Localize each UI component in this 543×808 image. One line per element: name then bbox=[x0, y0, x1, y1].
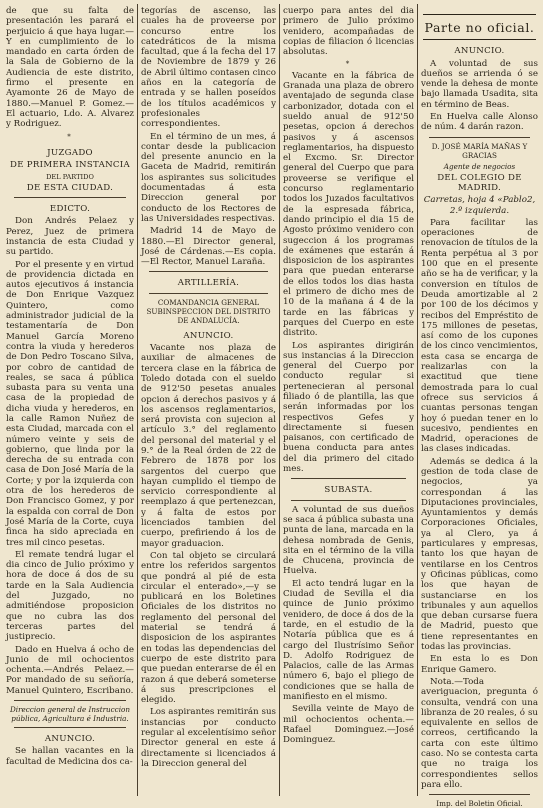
text-block: Dado en Huelva á ocho de Junio de mil ochocientos ochenta.—Andrés Pelaez.—Por mandado de su señoría, Manuel Quintero, Escribano. bbox=[6, 644, 134, 696]
divider bbox=[291, 478, 406, 479]
column-1 bbox=[6, 6, 134, 794]
divider bbox=[14, 197, 126, 198]
section-heading: JUZGADO bbox=[47, 147, 93, 158]
text-block: cuerpo para antes del dia primero de Julio próximo venidero, acompañadas de copias de filiacion ó licencias absolutas. bbox=[283, 6, 414, 58]
text-block: El remate tendrá lugar el dia cinco de Julio próximo y hora de doce á dos de su tarde en la Sala Audiencia del Juzgado, no admitiéndose proposicion que no cubra las dos terceras partes del justiprecio. bbox=[6, 549, 134, 643]
section-heading: ARTILLERÍA. bbox=[177, 278, 240, 289]
divider bbox=[149, 293, 268, 294]
text-block: A voluntad de sus dueños se arrienda ó se vende la dehesa de monte bajo llamada Usadita, sita en término de Beas. bbox=[421, 58, 538, 110]
notice-title: ANUNCIO. bbox=[183, 330, 234, 341]
text-block: Sevilla veinte de Mayo de mil ochocientos ochenta.—Rafael Dominguez.—José Dominguez. bbox=[283, 704, 414, 746]
text-block: Los aspirantes remitirán sus instancias por conducto regular al excelentísimo señor Director general en este á directamente si licenciados á la Direccion general del bbox=[141, 707, 276, 769]
divider bbox=[429, 794, 530, 795]
section-subheading: COMANDANCIA GENERAL SUBINSPECCION DEL DISTRITO DE ANDALUCÍA. bbox=[146, 297, 271, 325]
text-block: En el término de un mes, á contar desde la publicacion del presente anuncio en la Gaceta de Madrid, remitirán los aspirantes sus solicitudes documentadas á esta Direccion general por conducto de los Rectores de las Universidades respectivas. bbox=[141, 131, 276, 224]
column-rule bbox=[137, 4, 138, 796]
divider bbox=[14, 727, 126, 728]
department-heading: Direccion general de Instruccion pública, Agricultura é Industria. bbox=[10, 705, 130, 723]
notice-title: EDICTO. bbox=[49, 204, 91, 215]
column-rule bbox=[417, 4, 418, 796]
text-block: En Huelva calle Alonso de núm. 4 darán razon. bbox=[421, 112, 538, 133]
column-rule bbox=[279, 4, 280, 796]
agency-heading: DEL COLEGIO DE MADRID. bbox=[437, 172, 522, 193]
section-banner: Parte no oficial. bbox=[423, 14, 536, 40]
divider bbox=[149, 271, 268, 272]
section-subheading: DEL PARTIDO bbox=[46, 173, 94, 182]
text-block: Vacante nos plaza de auxiliar de almacenes de tercera clase en la fábrica de Toledo dotada con el sueldo de 912'50 pesetas anuales opcion á derechos pasivos y á los ascensos reglamentarios, será provista con sujecion al artículo 3.° del reglamento del personal del material y el 9.° de la Real órden de 22 de Febrero de 1878 por los sargentos del cuerpo que hayan cumplido el tiempo de servicio correspondiente al reemplazo á que pertenezcan, y á falta de estos por licenciados tambien del cuerpo, prefiriendo á los de mayor graduacion. bbox=[141, 343, 276, 549]
text-block: En esta lo es Don Enrique Gamero. bbox=[421, 654, 538, 675]
text-block: Los aspirantes dirigirán sus instancias á la Direccion general del Cuerpo por conducto regular si pertenecieran al personal filiado ó de plantilla, las que serán informadas por los respectivos Gefes y directamente si fuesen paisanos, con certificado de buena conducta para antes del dia primero del citado mes. bbox=[283, 340, 414, 475]
text-block: Se hallan vacantes en la facultad de Medicina dos ca- bbox=[6, 746, 134, 767]
text-block: Para facilitar las operaciones de renovacion de títulos de la Renta perpétua al 3 por 100 que en el presente año se ha de verificar, y la conversion en títulos de Deuda amortizable al 2 por 100 de los décimos y recibos del Empréstito de 175 millones de pesetas, así como de los cupones de los cinco vencimientos, esta casa se encarga de realizarlas con la exactitud que tiene demostrada para lo cual ofrece sus servicios á cuantas personas tengan hoy ó puedan tener en lo sucesivo, pendientes en Madrid, operaciones de las clases indicadas. bbox=[421, 217, 538, 455]
text-block: tegorías de ascenso, las cuales ha de proveerse por concurso entre los catedráticos de la misma facultad, que á la fecha del 17 de Noviembre de 1879 y 26 de Abril último contasen cinco años en la categoría de entrada y se hallen poseídos de los títulos académicos y profesionales correspondientes. bbox=[141, 6, 276, 130]
text-block: Vacante en la fábrica de Granada una plaza de obrero aventajado de segunda clase carbonizador, dotada con el sueldo anual de 912'50 pesetas, opcion á derechos pasivos y á ascensos reglamentarios, ha dispuesto el Excmo. Sr. Director general del Cuerpo que para proveerse se verifique el concurso reglamentario todos los Juzados facultativos de la espresada fábrica, dando principio el dia 15 de Agosto próximo venidero con sugeccion á los programas de exámenes que estarán á disposicion de los aspirantes para que puedan enterarse de ellos todos los dias hasta el primero de dicho mes de 10 de la mañana á 4 de la tarde en las fábricas y parques del Cuerpo en este distrito. bbox=[283, 70, 414, 339]
text-block: Madrid 14 de Mayo de 1880.—El Director general, José de Cárdenas.—Es copia. —El Rector, Manuel Laraña. bbox=[141, 226, 276, 268]
divider bbox=[291, 500, 406, 501]
imprint: Imp. del Boletin Oficial. bbox=[436, 799, 523, 808]
section-heading: DE ESTA CIUDAD. bbox=[26, 182, 114, 193]
agent-name: D. JOSÉ MARÍA MAÑAS Y GRACIAS bbox=[431, 141, 528, 160]
text-block: Nota.—Toda averiguacion, pregunta ó consulta, vendrá con una libranza de 20 reales, ó su equivalente en sellos de correos, certificando la carta con este último caso. No se contesta carta que no traiga los correspondientes sellos para ello. bbox=[421, 676, 538, 790]
section-heading: DE PRIMERA INSTANCIA bbox=[10, 160, 130, 171]
agency-address: Carretas, hoja 4 «Pablo2, 2.º izquierda. bbox=[423, 195, 536, 216]
text-block: Además se dedica á la gestion de toda clase de negocios, ya correspondan á las Diputaciones provinciales, Ayuntamientos y demás Corporaciones Oficiales, ya al Clero, ya á particulares y empresas, tanto los que hayan de ventilarse en los Centros y Oficinas públicas, como los que hayan de sustanciarse en los tribunales y aun aquellos que deban cursarse fuera de Madrid, puesto que tiene representantes en todas las provincias. bbox=[421, 456, 538, 653]
text-block: A voluntad de sus dueños se saca á pública subasta una punta de lana, marcada en la dehesa nombrada de Genis, sita en el término de la villa de Chucena, provincia de Huelva. bbox=[283, 504, 414, 577]
agent-role: Agente de negocios bbox=[443, 161, 516, 171]
column-3 bbox=[283, 6, 414, 794]
divider bbox=[429, 137, 530, 138]
column-2 bbox=[141, 6, 276, 794]
notice-title: ANUNCIO. bbox=[454, 46, 505, 57]
divider bbox=[14, 700, 126, 701]
text-block: Don Andrés Pelaez y Perez, Juez de primera instancia de esta Ciudad y su partido. bbox=[6, 216, 134, 258]
notice-title: ANUNCIO. bbox=[44, 734, 96, 744]
text-block: Por el presente y en virtud de providencia dictada en autos ejecutivos á instancia de Don Enrique Vazquez Quintero, como administrador judicial de la testamentaría de Don Manuel García Moreno contra la viuda y herederos de Don Pedro Toscano Silva, por cobro de cantidad de reales, se saca á pública subasta para su venta una casa de la propiedad de dicha viuda y herederos, en la calle Ramon Nuñez de esta Ciudad, marcada con el número veinte y seis de gobierno, que linda por la derecha de su entrada con casa de Don José María de la Corte; y por la izquierda con otra de los herederos de Don Francisco Gomez, y por la espalda con corral de Don José María de la Corte, cuya finca ha sido apreciada en tres mil cinco pesetas. bbox=[6, 259, 134, 548]
text-block: Con tal objeto se circulará entre los referidos sargentos que pondrá al pié de esta circular el enterado»,—y se publicará en los Boletines Oficiales de los distritos no reglamento del personal del material se tendrá á disposicion de los aspirantes en todas las dependencias del cuerpo de este distrito para que puedan enterarse de él en razon á que deberá someterse á sus prescripciones el elegido. bbox=[141, 550, 276, 706]
text-block: de que su falta de presentación les parará el perjuicio á que haya lugar.—Y en cumplimiento de lo mandado en carta órden de la Sala de Gobierno de la Audiencia de este distrito, firmo el presente en Ayamonte 26 de Mayo de 1880.—Manuel P. Gomez.—El actuario, Ldo. A. Alvarez y Rodriguez. bbox=[6, 6, 134, 130]
text-block: El acto tendrá lugar en la Ciudad de Sevilla el dia quince de Junio próximo venidero, de doce á dos de la tarde, en el estudio de la Notaría pública que es á cargo del Ilustrísimo Señor D. Adolfo Rodriguez de Palacios, calle de las Armas número 6, bajo el pliego de condiciones que se halla de manifiesto en el mismo. bbox=[283, 578, 414, 702]
section-heading: SUBASTA. bbox=[324, 485, 373, 496]
separator-ornament: * bbox=[345, 60, 352, 69]
column-4 bbox=[421, 6, 538, 808]
separator-ornament: * bbox=[67, 132, 73, 141]
